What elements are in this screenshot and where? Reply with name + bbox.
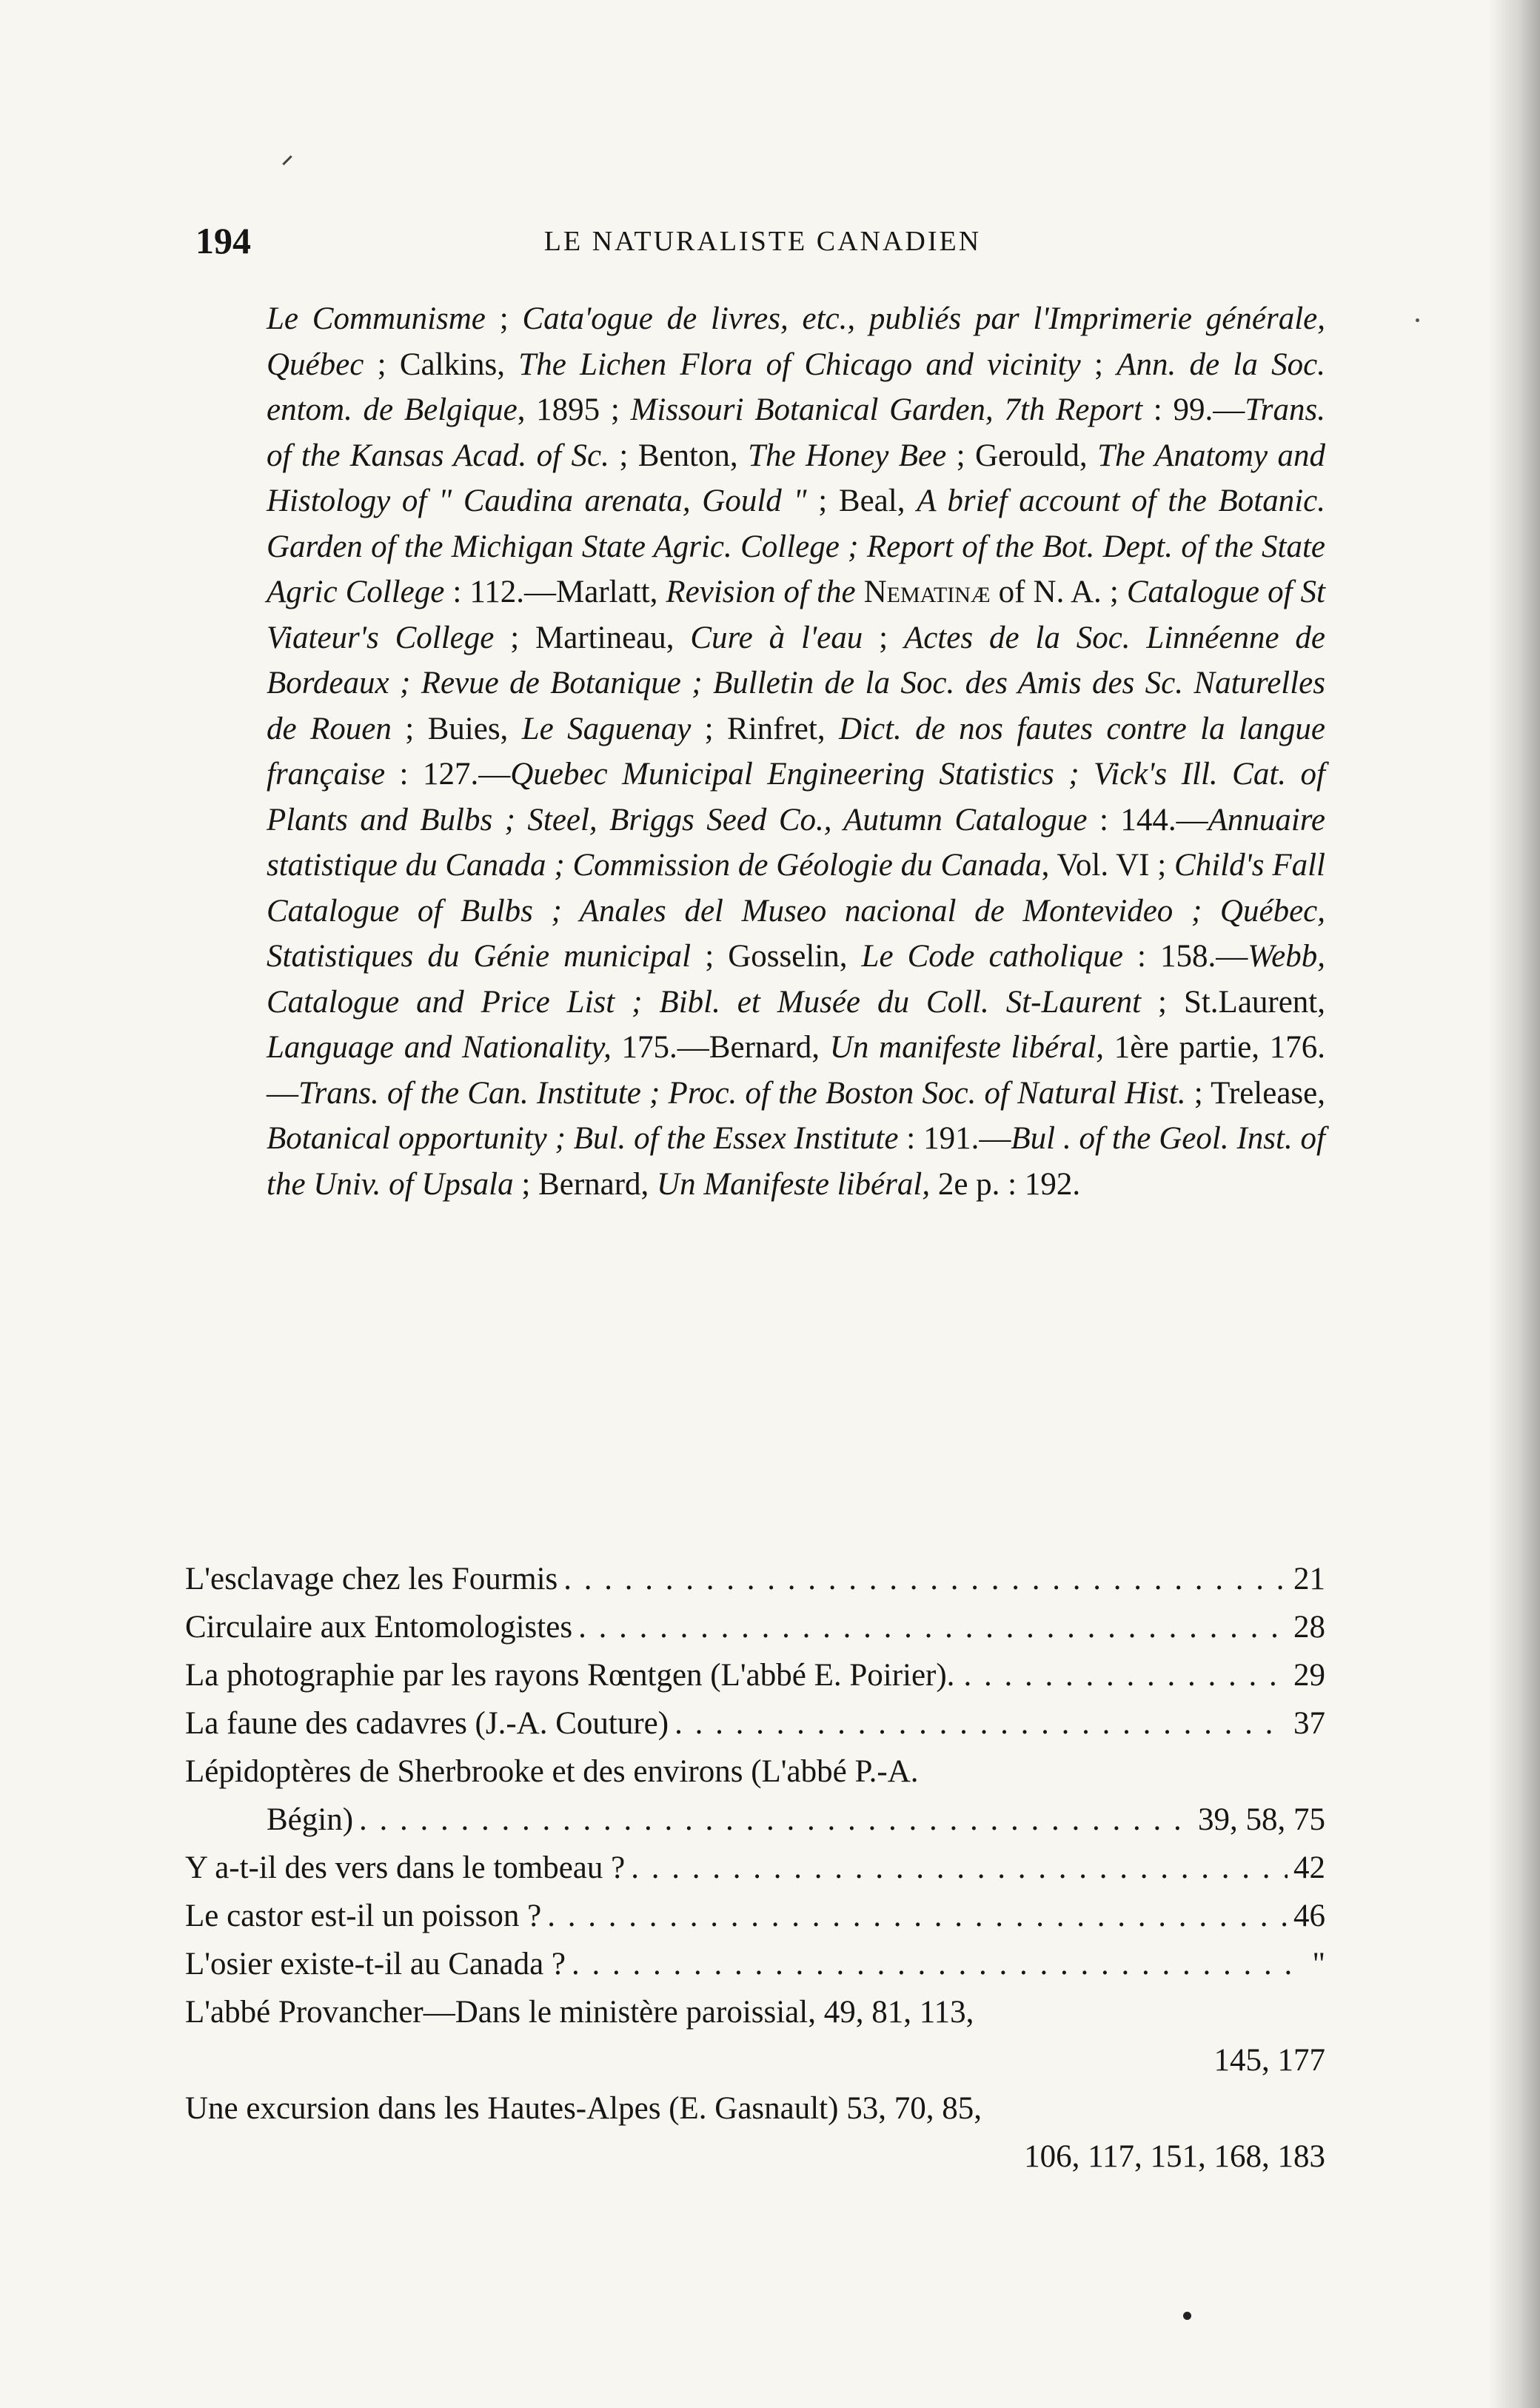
entry-title: La faune des cadavres (J.-A. Couture) (185, 1706, 669, 1741)
text-italic: Botanical opportunity ; Bul. of the Essex Institute (267, 1121, 899, 1156)
text-italic: The Honey Bee (748, 438, 947, 473)
text: ; St.Laurent, (1141, 984, 1326, 1020)
entry-title-continued: Bégin) (267, 1802, 354, 1837)
dot-leader (572, 1940, 1306, 1988)
index-entry (185, 2084, 1325, 2181)
index-entries (185, 1555, 1325, 2181)
text: : 158.— (1122, 939, 1248, 974)
entry-pages: 46 (1293, 1899, 1325, 1933)
entry-pages: 39, 58, 75 (1198, 1802, 1325, 1837)
entry-title: Lépidoptères de Sherbrooke et des environs (L'abbé P.-A. (185, 1754, 919, 1789)
text-italic: Child's Fall Catalogue of Bulbs ; Anales del Museo nacional de Montevideo ; Québec, Statistiques du Génie municipal (267, 848, 1325, 974)
index-entry (185, 1892, 1325, 1940)
text-italic: Un Manifeste libéral, (657, 1166, 931, 1202)
text-italic: Trans. of the Can. Institute ; Proc. of the Boston Soc. of Natural Hist. (298, 1075, 1186, 1111)
text-italic: Cure à l'eau (690, 620, 863, 655)
entry-title: Y a-t-il des vers dans le tombeau ? (185, 1850, 626, 1885)
text-italic: Missouri Botanical Garden, 7th Report (630, 392, 1143, 427)
text-italic: Cata'ogue de livres, etc., publiés par l'Imprimerie générale, Québec (267, 301, 1325, 382)
text-italic: Annuaire statistique du Canada ; Commission de Géologie du Canada (267, 802, 1326, 883)
text-italic: Le Communisme (267, 301, 486, 336)
index-entry (185, 1699, 1325, 1748)
running-title: LE NATURALISTE CANADIEN (543, 226, 982, 257)
entry-pages: " (1312, 1947, 1325, 1981)
continued-entry-paragraph (267, 296, 1325, 1207)
text: ; Rinfret, (691, 711, 839, 746)
text-italic: Revision of the (666, 575, 856, 609)
dot-leader (563, 1555, 1288, 1603)
text: , 1895 ; (517, 392, 631, 427)
ink-speck (282, 155, 292, 165)
text: : 191.— (898, 1121, 1011, 1156)
index-entry (185, 1555, 1325, 1603)
text: : 127.— (385, 757, 511, 792)
entry-pages: 145, 177 (1213, 2043, 1325, 2078)
text-italic: A brief account of the Botanic. Garden of the Michigan State Agric. College ; Report of the Bot. Dept. of the State Agric College (267, 484, 1326, 609)
text-italic: Un manifeste libéral, (829, 1030, 1104, 1065)
text-italic: Bul . of the Geol. Inst. of the Univ. of Upsala (267, 1121, 1325, 1202)
text-italic: Dict. de nos fautes contre la langue française (267, 711, 1325, 792)
index-entry (185, 1748, 1325, 1844)
dot-leader (359, 1796, 1192, 1844)
index-entry (185, 1844, 1325, 1892)
text: ; (1080, 347, 1117, 382)
text: : 99.— (1142, 392, 1245, 427)
entry-pages: 21 (1293, 1562, 1325, 1596)
entry-title: La photographie par les rayons Rœntgen (L'abbé E. Poirier). (185, 1658, 955, 1693)
entry-title: Le castor est-il un poisson ? (185, 1899, 542, 1933)
text: ; Martineau, (494, 620, 691, 655)
text: ; Buies, (391, 711, 522, 746)
index-entry (185, 1940, 1325, 1988)
text: : 144.— (1087, 802, 1208, 837)
text: of N. A. ; (990, 575, 1127, 609)
ink-speck (1416, 318, 1419, 322)
text-italic: Le Saguenay (521, 711, 692, 746)
text-italic: Ann. de la Soc. entom. de Belgique (267, 347, 1326, 427)
entry-pages: 42 (1293, 1850, 1325, 1885)
text-italic: Quebec Municipal Engineering Statistics ; Vick's Ill. Cat. of Plants and Bulbs ; Steel, Briggs Seed Co., Autumn Catalogue (267, 757, 1325, 837)
text: , Vol. VI ; (1041, 848, 1175, 883)
entry-title: Circulaire aux Entomologistes (185, 1610, 573, 1645)
text-smallcaps: Nematinæ (855, 575, 991, 609)
text-italic: The Lichen Flora of Chicago and vicinity (518, 347, 1081, 382)
text: : 112.—Marlatt, (444, 575, 666, 609)
text-italic: Trans. of the Kansas Acad. of Sc. (267, 392, 1325, 473)
dot-leader (547, 1892, 1288, 1940)
text: ; Trelease, (1185, 1075, 1325, 1111)
text-italic: Language and Nationality, (267, 1030, 612, 1065)
text: ; Bernard, (513, 1166, 657, 1202)
page-header (185, 219, 1340, 271)
index-entry (185, 1651, 1325, 1699)
dot-leader (963, 1651, 1285, 1699)
text-italic: Webb, Catalogue and Price List ; Bibl. et Musée du Coll. St-Laurent (267, 939, 1326, 1020)
text: ; (485, 301, 523, 336)
entry-title: L'esclavage chez les Fourmis (185, 1562, 558, 1596)
entry-pages: 28 (1293, 1610, 1325, 1645)
text: ; Gosselin, (691, 939, 862, 974)
text: ; (863, 620, 904, 655)
text: ; Gerould, (946, 438, 1098, 473)
ink-dot (1183, 2312, 1191, 2320)
dot-leader (578, 1603, 1288, 1651)
text-italic: Catalogue of St Viateur's College (267, 575, 1326, 655)
page-number: 194 (195, 220, 251, 261)
entry-title: Une excursion dans les Hautes-Alpes (E. Gasnault) 53, 70, 85, (185, 2091, 982, 2126)
text: 2e p. : 192. (930, 1166, 1081, 1202)
text-italic: Actes de la Soc. Linnéenne de Bordeaux ; Revue de Botanique ; Bulletin de la Soc. des Amis des Sc. Naturelles de Rouen (267, 620, 1325, 746)
text-italic: Le Code catholique (861, 939, 1123, 974)
entry-pages: 29 (1293, 1658, 1325, 1693)
entry-pages: 37 (1293, 1706, 1325, 1741)
text: ; Benton, (609, 438, 749, 473)
dot-leader (631, 1844, 1288, 1892)
page-edge-shadow (1488, 0, 1540, 2408)
index-entry (185, 1603, 1325, 1651)
text: 1ère partie, 176.— (267, 1030, 1325, 1111)
text: ; Calkins, (364, 347, 519, 382)
entry-pages: 106, 117, 151, 168, 183 (1024, 2139, 1325, 2174)
index-entry (185, 1988, 1325, 2084)
entry-title: L'osier existe-t-il au Canada ? (185, 1947, 566, 1981)
text: 175.—Bernard, (611, 1030, 830, 1065)
entry-title: L'abbé Provancher—Dans le ministère paroissial, 49, 81, 113, (185, 1995, 974, 2030)
text-italic: The Anatomy and Histology of " Caudina arenata, Gould " (267, 438, 1326, 518)
dot-leader (674, 1699, 1288, 1748)
text: ; Beal, (806, 484, 917, 518)
